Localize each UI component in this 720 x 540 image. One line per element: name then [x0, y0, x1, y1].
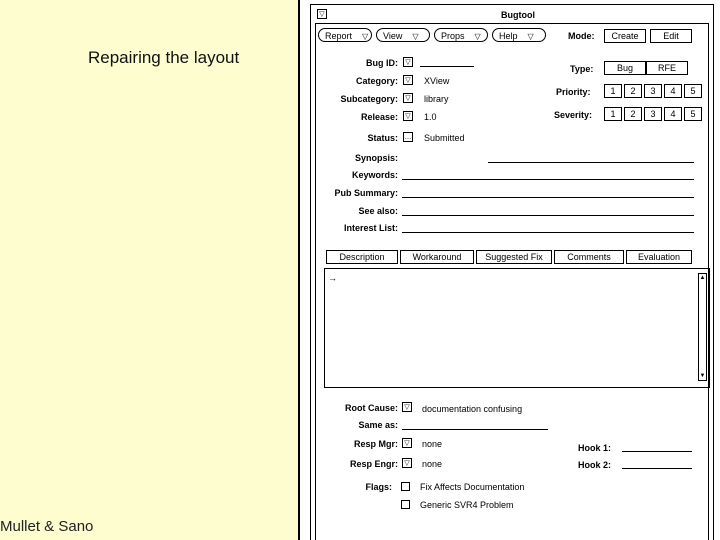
hook1-field[interactable]: [622, 451, 692, 452]
edit-mode-button[interactable]: Edit: [650, 29, 692, 43]
resp-mgr-value: none: [422, 439, 443, 449]
help-menu-button[interactable]: Help ▽: [492, 28, 546, 42]
pub-summary-label: Pub Summary:: [334, 188, 398, 198]
severity-4-button[interactable]: 4: [664, 107, 682, 121]
same-as-field[interactable]: [402, 429, 548, 430]
tab-evaluation[interactable]: Evaluation: [626, 250, 692, 264]
status-value: Submitted: [424, 133, 465, 143]
severity-1-button[interactable]: 1: [604, 107, 622, 121]
create-mode-button[interactable]: Create: [604, 29, 646, 43]
severity-label: Severity:: [554, 110, 593, 120]
see-also-field[interactable]: [402, 215, 694, 216]
chevron-down-icon: ▽: [362, 32, 369, 41]
root-cause-label: Root Cause:: [344, 403, 398, 413]
interest-list-field[interactable]: [402, 232, 694, 233]
synopsis-label: Synopsis:: [354, 153, 398, 163]
priority-4-button[interactable]: 4: [664, 84, 682, 98]
type-label: Type:: [570, 64, 594, 74]
priority-label: Priority:: [556, 87, 591, 97]
interest-list-label: Interest List:: [343, 223, 398, 233]
category-dropdown-icon[interactable]: ▽: [403, 75, 413, 85]
root-cause-dropdown-icon[interactable]: ▽: [402, 402, 412, 412]
root-cause-value: documentation confusing: [422, 404, 523, 414]
description-textarea[interactable]: [324, 268, 710, 388]
fix-affects-docs-label: Fix Affects Documentation: [420, 482, 525, 492]
slide-title: Repairing the layout: [88, 48, 240, 67]
keywords-field[interactable]: [402, 179, 694, 180]
props-menu-button[interactable]: Props ▽: [434, 28, 488, 42]
mode-label: Mode:: [568, 31, 595, 41]
severity-2-button[interactable]: 2: [624, 107, 642, 121]
subcategory-dropdown-icon[interactable]: ▽: [403, 93, 413, 103]
type-rfe-button[interactable]: RFE: [646, 61, 688, 75]
bug-id-field[interactable]: [420, 66, 474, 67]
severity-5-button[interactable]: 5: [684, 107, 702, 121]
resp-engr-dropdown-icon[interactable]: ▽: [402, 458, 412, 468]
resp-engr-label: Resp Engr:: [349, 459, 398, 469]
release-dropdown-icon[interactable]: ▽: [403, 111, 413, 121]
flags-label: Flags:: [365, 482, 392, 492]
keywords-label: Keywords:: [351, 170, 398, 180]
chevron-down-icon: ▽: [527, 32, 534, 41]
chevron-down-icon: ▽: [474, 32, 481, 41]
fix-affects-docs-checkbox[interactable]: [401, 482, 410, 491]
chevron-down-icon: ▽: [412, 32, 419, 41]
resp-mgr-label: Resp Mgr:: [353, 439, 398, 449]
tab-workaround[interactable]: Workaround: [400, 250, 474, 264]
resp-engr-value: none: [422, 459, 443, 469]
scroll-up-icon[interactable]: ▲: [699, 275, 706, 281]
resp-mgr-dropdown-icon[interactable]: ▽: [402, 438, 412, 448]
bug-id-label: Bug ID:: [366, 58, 398, 68]
hook1-label: Hook 1:: [578, 443, 612, 453]
severity-3-button[interactable]: 3: [644, 107, 662, 121]
textarea-scrollbar[interactable]: [698, 273, 707, 381]
subcategory-value: library: [424, 94, 449, 104]
same-as-label: Same as:: [358, 420, 398, 430]
view-menu-button[interactable]: View ▽: [376, 28, 430, 42]
category-label: Category:: [355, 76, 398, 86]
pub-summary-field[interactable]: [402, 197, 694, 198]
generic-svr4-checkbox[interactable]: [401, 500, 410, 509]
hook2-label: Hook 2:: [578, 460, 612, 470]
synopsis-field[interactable]: [488, 162, 694, 163]
slide-credit: Mullet & Sano: [0, 518, 94, 535]
window-menu-icon[interactable]: ▽: [317, 9, 327, 19]
priority-3-button[interactable]: 3: [644, 84, 662, 98]
type-bug-button[interactable]: Bug: [604, 61, 646, 75]
bugtool-screenshot: [298, 0, 720, 540]
priority-1-button[interactable]: 1: [604, 84, 622, 98]
tab-description[interactable]: Description: [326, 250, 398, 264]
generic-svr4-label: Generic SVR4 Problem: [420, 500, 514, 510]
bug-id-dropdown-icon[interactable]: ▽: [403, 57, 413, 67]
release-value: 1.0: [424, 112, 437, 122]
priority-5-button[interactable]: 5: [684, 84, 702, 98]
category-value: XView: [424, 76, 450, 86]
report-menu-button[interactable]: Report ▽: [318, 28, 372, 42]
text-caret-icon: →: [328, 273, 337, 283]
tab-comments[interactable]: Comments: [554, 250, 624, 264]
scroll-down-icon[interactable]: ▼: [699, 373, 706, 379]
status-menu-icon[interactable]: …: [404, 134, 412, 141]
release-label: Release:: [360, 112, 398, 122]
hook2-field[interactable]: [622, 468, 692, 469]
window-title: Bugtool: [501, 10, 535, 20]
see-also-label: See also:: [358, 206, 398, 216]
tab-suggested-fix[interactable]: Suggested Fix: [476, 250, 552, 264]
status-label: Status:: [367, 133, 398, 143]
subcategory-label: Subcategory:: [340, 94, 398, 104]
priority-2-button[interactable]: 2: [624, 84, 642, 98]
